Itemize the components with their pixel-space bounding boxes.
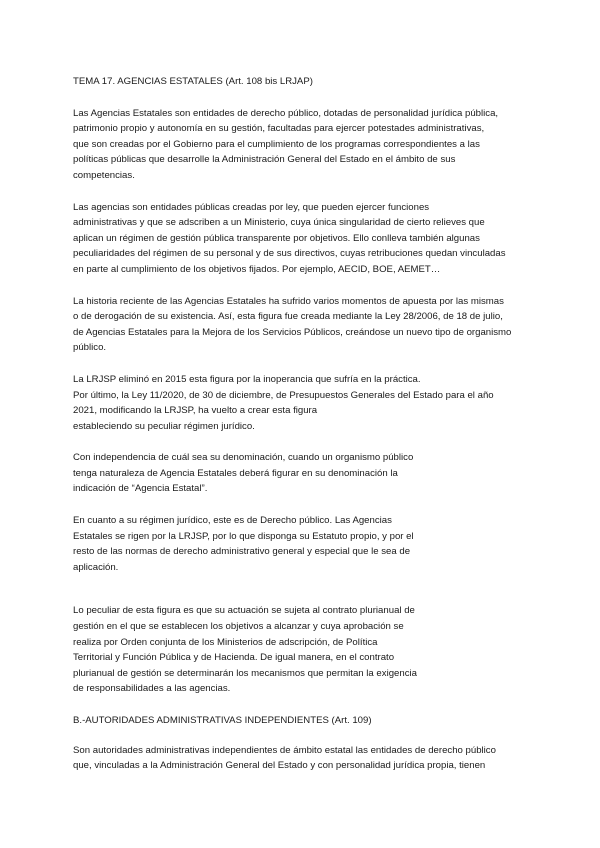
text-line: plurianual de gestión se determinarán los mecanismos que permitan la exigencia <box>73 667 417 679</box>
text-line: estableciendo su peculiar régimen jurídico. <box>73 420 255 432</box>
text-line: Las Agencias Estatales son entidades de derecho público, dotadas de personalidad jurídica pública, <box>73 107 499 119</box>
section-title-agencias: TEMA 17. AGENCIAS ESTATALES (Art. 108 bis LRJAP) <box>73 76 313 87</box>
text-line: de responsabilidades a las agencias. <box>73 683 231 695</box>
text-line: políticas públicas que desarrolle la Administración General del Estado en el ámbito de sus <box>73 154 456 166</box>
text-line: indicación de “Agencia Estatal”. <box>73 483 208 495</box>
text-line: Lo peculiar de esta figura es que su actuación se sujeta al contrato plurianual de <box>73 605 415 617</box>
paragraph-regimen-juridico <box>73 513 560 575</box>
paragraph-denominacion <box>73 450 560 497</box>
paragraph-historia <box>73 294 560 356</box>
text-line: Estatales se rigen por la LRJSP, por lo que disponga su Estatuto propio, y por el <box>73 530 414 542</box>
text-line: Con independencia de cuál sea su denominación, cuando un organismo público <box>73 452 414 464</box>
text-line: de Agencias Estatales para la Mejora de los Servicios Públicos, creándose un nuevo tipo de organismo <box>73 326 512 338</box>
paragraph-lrjsp <box>73 372 560 434</box>
paragraph-autoridades <box>73 743 560 774</box>
text-line: realiza por Orden conjunta de los Ministerios de adscripción, de Política <box>73 636 378 648</box>
text-line: peculiaridades del régimen de su personal y de sus directivos, cuyas retribuciones quedan vinculadas <box>73 248 506 260</box>
text-line: La LRJSP eliminó en 2015 esta figura por la inoperancia que sufría en la práctica. <box>73 373 421 385</box>
text-line: en parte al cumplimiento de los objetivos fijados. Por ejemplo, AECID, BOE, AEMET… <box>73 263 441 275</box>
paragraph-contrato-plurianual <box>73 603 560 697</box>
text-line: o de derogación de su existencia. Así, esta figura fue creada mediante la Ley 28/2006, de 18 de julio, <box>73 311 503 323</box>
text-line: En cuanto a su régimen jurídico, este es de Derecho público. Las Agencias <box>73 515 392 527</box>
text-line: público. <box>73 342 107 354</box>
text-line: Territorial y Función Pública y de Hacienda. De igual manera, en el contrato <box>73 652 395 664</box>
text-line: que, vinculadas a la Administración General del Estado y con personalidad jurídica propia, tienen <box>73 760 486 772</box>
text-line: aplicación. <box>73 561 119 573</box>
text-line: Las agencias son entidades públicas creadas por ley, que pueden ejercer funciones <box>73 201 430 213</box>
text-line: Son autoridades administrativas independientes de ámbito estatal las entidades de derecho público <box>73 744 496 756</box>
text-line: administrativas y que se adscriben a un Ministerio, cuya única singularidad de cierto relieves que <box>73 217 485 229</box>
text-line: tenga naturaleza de Agencia Estatales deberá figurar en su denominación la <box>73 467 398 479</box>
text-line: Por último, la Ley 11/2020, de 30 de diciembre, de Presupuestos Generales del Estado para el año <box>73 389 494 401</box>
paragraph-definicion <box>73 106 560 184</box>
text-line: gestión en el que se establecen los objetivos a alcanzar y cuya aprobación se <box>73 621 404 633</box>
text-line: competencias. <box>73 169 135 181</box>
text-line: que son creadas por el Gobierno para el cumplimiento de los programas correspondientes a las <box>73 138 480 150</box>
text-line: resto de las normas de derecho administrativo general y especial que le sea de <box>73 546 411 558</box>
text-line: 2021, modificando la LRJSP, ha vuelto a crear esta figura <box>73 405 318 417</box>
paragraph-caracteristicas <box>73 200 560 278</box>
text-line: aplican un régimen de gestión pública transparente por objetivos. Ello conlleva también algunas <box>73 232 480 244</box>
section-title-autoridades: B.-AUTORIDADES ADMINISTRATIVAS INDEPENDIENTES (Art. 109) <box>73 715 372 726</box>
text-line: patrimonio propio y autonomía en su gestión, facultadas para ejercer potestades administrativas, <box>73 123 485 135</box>
text-line: La historia reciente de las Agencias Estatales ha sufrido varios momentos de apuesta por las mismas <box>73 295 504 307</box>
